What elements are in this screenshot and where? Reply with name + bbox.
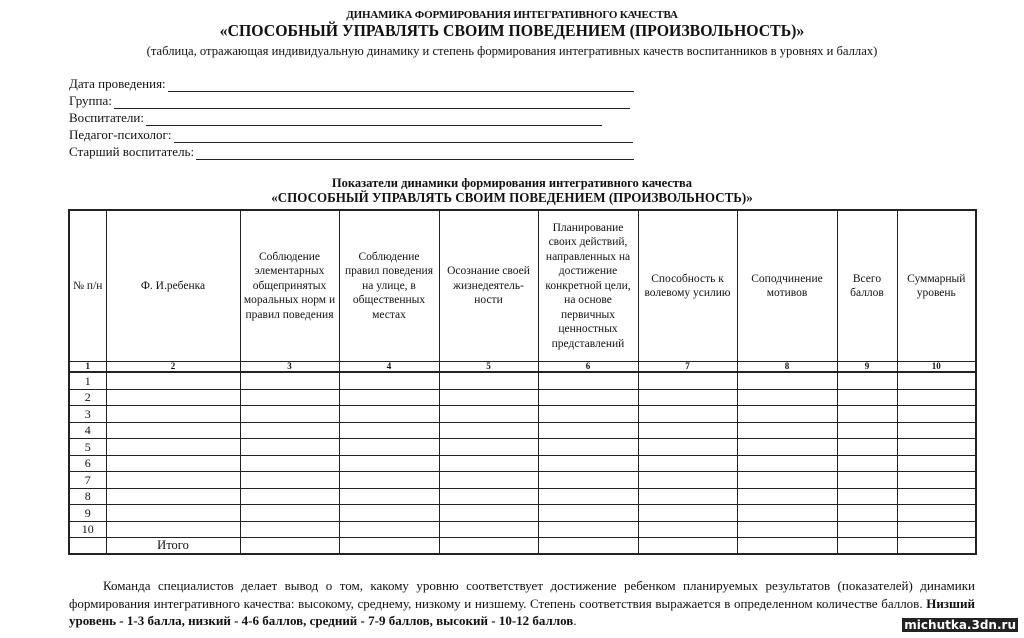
table-cell[interactable] (439, 389, 538, 406)
column-number: 3 (240, 362, 339, 373)
table-cell[interactable] (737, 472, 837, 489)
table-cell[interactable] (638, 422, 737, 439)
table-cell[interactable] (638, 505, 737, 522)
row-number: 7 (69, 472, 106, 489)
conclusion-text: Команда специалистов делает вывод о том, какому уровню соответствует достижение ребенком планируемых результатов (показателей) динамики формирования интегративного качества: высокому, среднему, низкому и низшему. Степень соответствия выражается в определенном количестве баллов. (69, 578, 975, 611)
column-number: 5 (439, 362, 538, 373)
table-cell[interactable] (538, 472, 638, 489)
table-row (69, 372, 976, 389)
table-cell[interactable] (339, 538, 439, 555)
table-cell[interactable] (339, 488, 439, 505)
table-cell[interactable] (339, 455, 439, 472)
table-title: «СПОСОБНЫЙ УПРАВЛЯТЬ СВОИМ ПОВЕДЕНИЕМ (ПРОИЗВОЛЬНОСТЬ)» (271, 191, 753, 206)
table-cell[interactable] (638, 372, 737, 389)
table-cell[interactable] (638, 389, 737, 406)
table-cell[interactable] (837, 472, 897, 489)
column-header: Способность к волевому усилию (638, 210, 737, 362)
column-number: 4 (339, 362, 439, 373)
column-header: Планирование своих действий, направленных на достижение конкретной цели, на основе первичных ценностных представлений (538, 210, 638, 362)
table-cell[interactable] (837, 455, 897, 472)
table-cell[interactable] (339, 521, 439, 538)
table-cell[interactable] (339, 422, 439, 439)
table-cell[interactable] (439, 455, 538, 472)
table-caption: Показатели динамики формирования интегративного качества (331, 176, 693, 190)
table-cell[interactable] (638, 455, 737, 472)
table-cell[interactable] (897, 422, 976, 439)
table-cell[interactable] (897, 472, 976, 489)
watermark: michutka.3dn.ru (904, 618, 1016, 632)
document-kicker: ДИНАМИКА ФОРМИРОВАНИЯ ИНТЕГРАТИВНОГО КАЧЕСТВА (346, 9, 678, 21)
table-cell[interactable] (538, 505, 638, 522)
table-cell[interactable] (737, 406, 837, 423)
table-cell[interactable] (837, 406, 897, 423)
form-field (69, 76, 634, 92)
table-cell[interactable] (538, 422, 638, 439)
row-number: 6 (69, 455, 106, 472)
table-cell[interactable] (69, 538, 106, 555)
table-cell[interactable] (897, 505, 976, 522)
table-cell[interactable] (538, 389, 638, 406)
column-header: Суммарный уровень (897, 210, 976, 362)
table-cell[interactable] (240, 439, 339, 456)
row-number: 2 (69, 389, 106, 406)
table-cell[interactable] (106, 472, 240, 489)
table-cell[interactable] (737, 538, 837, 555)
table-cell[interactable] (339, 472, 439, 489)
column-number-row (69, 362, 976, 373)
conclusion-end: . (573, 613, 577, 628)
table-row (69, 439, 976, 456)
table-cell[interactable] (638, 538, 737, 555)
column-header: Соподчинение мотивов (737, 210, 837, 362)
table-row (69, 455, 976, 472)
form-field (69, 144, 634, 160)
table-cell[interactable] (737, 439, 837, 456)
table-cell[interactable] (538, 372, 638, 389)
table-cell[interactable] (439, 406, 538, 423)
document-title: «СПОСОБНЫЙ УПРАВЛЯТЬ СВОИМ ПОВЕДЕНИЕМ (ПРОИЗВОЛЬНОСТЬ)» (219, 21, 805, 40)
header-row (69, 210, 976, 362)
table-cell[interactable] (638, 439, 737, 456)
table-cell[interactable] (638, 472, 737, 489)
column-header: Соблюдение правил поведения на улице, в общественных местах (339, 210, 439, 362)
table-cell[interactable] (837, 505, 897, 522)
total-label: Итого (106, 538, 240, 555)
table-cell[interactable] (439, 505, 538, 522)
form-field (69, 127, 633, 143)
table-cell[interactable] (837, 488, 897, 505)
row-number: 1 (69, 372, 106, 389)
table-cell[interactable] (737, 488, 837, 505)
table-cell[interactable] (439, 538, 538, 555)
assessment-table (68, 209, 977, 555)
table-cell[interactable] (897, 389, 976, 406)
table-cell[interactable] (638, 488, 737, 505)
table-cell[interactable] (240, 455, 339, 472)
table-cell[interactable] (106, 521, 240, 538)
table-row (69, 488, 976, 505)
table-cell[interactable] (339, 372, 439, 389)
table-cell[interactable] (240, 472, 339, 489)
column-number: 8 (737, 362, 837, 373)
row-number: 3 (69, 406, 106, 423)
form-field (69, 110, 602, 126)
table-cell[interactable] (240, 389, 339, 406)
table-cell[interactable] (737, 505, 837, 522)
row-number: 5 (69, 439, 106, 456)
table-cell[interactable] (897, 406, 976, 423)
column-header: Соблюдение элементарных общепринятых моральных норм и правил поведения (240, 210, 339, 362)
table-row (69, 521, 976, 538)
conclusion-paragraph (69, 577, 975, 630)
field-input[interactable] (146, 114, 602, 126)
table-cell[interactable] (240, 406, 339, 423)
table-cell[interactable] (339, 406, 439, 423)
table-cell[interactable] (538, 406, 638, 423)
table-cell[interactable] (106, 389, 240, 406)
field-label: Воспитатели: (69, 110, 144, 125)
field-input[interactable] (174, 131, 633, 143)
table-cell[interactable] (106, 422, 240, 439)
table-cell[interactable] (837, 422, 897, 439)
table-cell[interactable] (339, 505, 439, 522)
column-number: 1 (69, 362, 106, 373)
table-cell[interactable] (837, 439, 897, 456)
table-cell[interactable] (897, 538, 976, 555)
row-number: 10 (69, 521, 106, 538)
table-cell[interactable] (106, 372, 240, 389)
row-number: 9 (69, 505, 106, 522)
column-number: 9 (837, 362, 897, 373)
table-cell[interactable] (439, 422, 538, 439)
table-cell[interactable] (737, 372, 837, 389)
table-cell[interactable] (897, 521, 976, 538)
table-cell[interactable] (240, 538, 339, 555)
field-label: Педагог-психолог: (69, 127, 172, 142)
table-cell[interactable] (439, 488, 538, 505)
table-cell[interactable] (837, 389, 897, 406)
table-cell[interactable] (240, 521, 339, 538)
table-cell[interactable] (439, 472, 538, 489)
table-cell[interactable] (538, 538, 638, 555)
field-label: Старший воспитатель: (69, 144, 195, 159)
table-cell[interactable] (538, 521, 638, 538)
row-number: 8 (69, 488, 106, 505)
table-row (69, 472, 976, 489)
field-input[interactable] (196, 148, 634, 160)
column-number: 10 (897, 362, 976, 373)
table-cell[interactable] (439, 521, 538, 538)
table-cell[interactable] (106, 439, 240, 456)
table-cell[interactable] (538, 488, 638, 505)
table-cell[interactable] (897, 455, 976, 472)
row-number: 4 (69, 422, 106, 439)
table-cell[interactable] (240, 422, 339, 439)
table-cell[interactable] (106, 406, 240, 423)
column-number: 2 (106, 362, 240, 373)
table-cell[interactable] (538, 439, 638, 456)
table-cell[interactable] (240, 372, 339, 389)
table-cell[interactable] (837, 372, 897, 389)
column-header: Осознание своей жизнедеятель-ности (439, 210, 538, 362)
table-cell[interactable] (837, 538, 897, 555)
table-cell[interactable] (897, 372, 976, 389)
table-cell[interactable] (737, 521, 837, 538)
table-cell[interactable] (638, 521, 737, 538)
table-cell[interactable] (339, 439, 439, 456)
table-cell[interactable] (897, 439, 976, 456)
table-cell[interactable] (240, 488, 339, 505)
table-cell[interactable] (339, 389, 439, 406)
table-cell[interactable] (538, 455, 638, 472)
table-cell[interactable] (737, 455, 837, 472)
table-cell[interactable] (240, 505, 339, 522)
table-cell[interactable] (897, 488, 976, 505)
table-cell[interactable] (737, 389, 837, 406)
form-field (69, 93, 630, 109)
table-cell[interactable] (106, 455, 240, 472)
table-cell[interactable] (439, 439, 538, 456)
column-header: № п/н (69, 210, 106, 362)
table-cell[interactable] (837, 521, 897, 538)
column-number: 6 (538, 362, 638, 373)
table-cell[interactable] (737, 422, 837, 439)
table-row (69, 505, 976, 522)
field-input[interactable] (114, 97, 630, 109)
field-label: Группа: (69, 93, 112, 108)
column-header: Ф. И.ребенка (106, 210, 240, 362)
document-subtitle: (таблица, отражающая индивидуальную динамику и степень формирования интегративных качеств воспитанников в уровнях и баллах) (146, 43, 878, 58)
total-row (69, 538, 976, 555)
table-cell[interactable] (439, 372, 538, 389)
field-input[interactable] (168, 80, 634, 92)
table-row (69, 406, 976, 423)
score-levels: Низший уровень - 1-3 балла, низкий - 4-6 баллов, средний - 7-9 баллов, высокий - 10-12 баллов (69, 595, 975, 628)
table-cell[interactable] (638, 406, 737, 423)
field-label: Дата проведения: (69, 76, 166, 91)
column-header: Всего баллов (837, 210, 897, 362)
table-row (69, 389, 976, 406)
table-row (69, 422, 976, 439)
table-cell[interactable] (106, 488, 240, 505)
table-cell[interactable] (106, 505, 240, 522)
column-number: 7 (638, 362, 737, 373)
